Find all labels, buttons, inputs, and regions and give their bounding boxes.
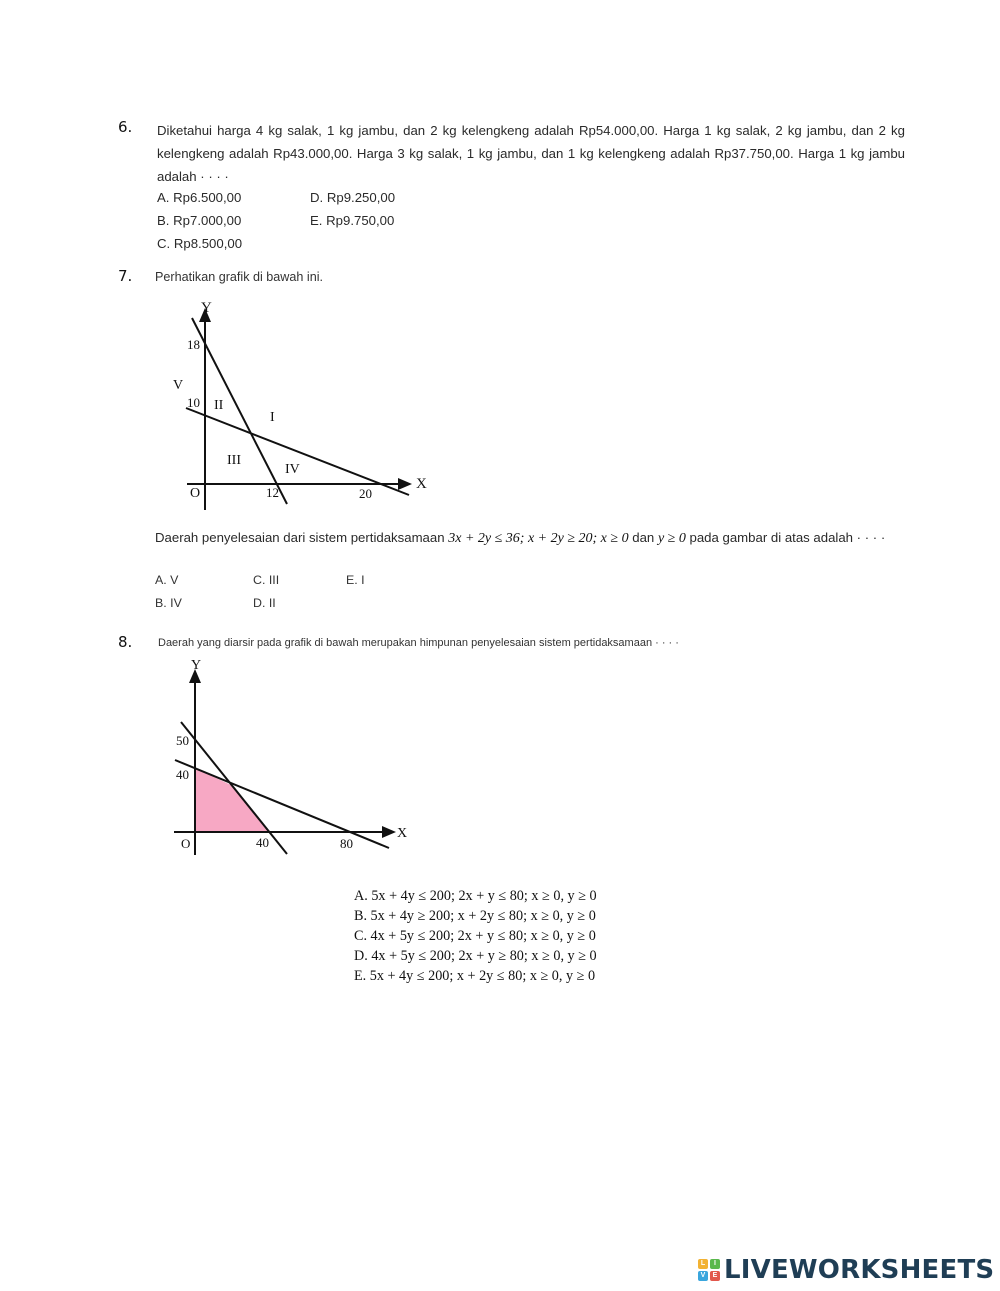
q7-y-label: Y [201, 300, 212, 316]
q6-option-e[interactable]: E. Rp9.750,00 [310, 213, 395, 228]
q7-option-b[interactable]: B. IV [155, 596, 182, 610]
q7-graph [160, 290, 450, 520]
q8-option-b[interactable]: B. 5x + 4y ≥ 200; x + 2y ≤ 80; x ≥ 0, y ≥ 0 [354, 908, 596, 924]
question-8-number: 8. [118, 633, 133, 651]
q8-y-tick-40: 40 [176, 767, 189, 782]
logo-cell-v: V [698, 1271, 708, 1281]
q7-text-post: pada gambar di atas adalah · · · · [689, 530, 886, 545]
q7-option-e[interactable]: E. I [346, 573, 365, 587]
question-7-intro: Perhatikan grafik di bawah ini. [155, 270, 324, 284]
q7-text-math: 3x + 2y ≤ 36; x + 2y ≥ 20; x ≥ 0 [448, 531, 629, 546]
q8-x-tick-40: 40 [256, 835, 269, 850]
q6-option-b[interactable]: B. Rp7.000,00 [157, 213, 242, 228]
q6-option-a[interactable]: A. Rp6.500,00 [157, 190, 242, 205]
q7-y-tick-10: 10 [187, 395, 200, 410]
q7-option-c[interactable]: C. III [253, 573, 280, 587]
q8-x-tick-80: 80 [340, 836, 353, 851]
q7-y-tick-18: 18 [187, 337, 200, 352]
q8-option-e[interactable]: E. 5x + 4y ≤ 200; x + 2y ≤ 80; x ≥ 0, y ≥ 0 [354, 968, 596, 984]
q7-region-I: I [270, 410, 275, 425]
q6-option-c[interactable]: C. Rp8.500,00 [157, 236, 243, 251]
question-8-text: Daerah yang diarsir pada grafik di bawah merupakan himpunan penyelesaian sistem pertidaksamaan · · · · [158, 637, 679, 649]
q8-y-label: Y [191, 658, 202, 673]
q7-text-pre: Daerah penyelesaian dari sistem pertidaksamaan [155, 530, 445, 545]
q8-option-a[interactable]: A. 5x + 4y ≤ 200; 2x + y ≤ 80; x ≥ 0, y ≥ 0 [354, 888, 597, 904]
logo-cell-l: L [698, 1259, 708, 1269]
logo-cell-i: I [710, 1259, 720, 1269]
q8-x-label: X [397, 826, 408, 841]
q8-graph [160, 655, 420, 860]
q8-y-tick-50: 50 [176, 733, 189, 748]
liveworksheets-brand-text: LIVEWORKSHEETS [724, 1255, 995, 1285]
q7-origin-label: O [190, 486, 201, 501]
q7-x-tick-12: 12 [266, 485, 279, 500]
q8-shaded-region [195, 768, 269, 832]
q7-region-III: III [227, 453, 241, 468]
q7-x-label: X [416, 476, 427, 492]
q7-text-math2: y ≥ 0 [657, 531, 686, 546]
q7-option-d[interactable]: D. II [253, 596, 276, 610]
q8-x-arrow [382, 826, 396, 838]
q7-x-arrow [398, 478, 412, 490]
logo-cell-e: E [710, 1271, 720, 1281]
q7-x-tick-20: 20 [359, 486, 372, 501]
q6-option-d[interactable]: D. Rp9.250,00 [310, 190, 396, 205]
q7-text-mid: dan [632, 530, 655, 545]
q7-region-II: II [214, 398, 224, 413]
q7-line-x-2y-20 [186, 408, 409, 495]
question-7-text [155, 526, 905, 550]
question-6-number: 6. [118, 118, 133, 136]
q8-option-d[interactable]: D. 4x + 5y ≤ 200; 2x + y ≥ 80; x ≥ 0, y ≥ 0 [354, 948, 597, 964]
liveworksheets-logo-icon [698, 1259, 720, 1281]
q8-option-c[interactable]: C. 4x + 5y ≤ 200; 2x + y ≤ 80; x ≥ 0, y ≥ 0 [354, 928, 596, 944]
q7-region-V: V [173, 378, 184, 393]
liveworksheets-logo[interactable] [698, 1255, 994, 1285]
q8-origin-label: O [181, 836, 191, 851]
question-7-number: 7. [118, 267, 133, 285]
question-6-text: Diketahui harga 4 kg salak, 1 kg jambu, dan 2 kg kelengkeng adalah Rp54.000,00. Harga 1 kg salak, 2 kg jambu, dan 2 kg kelengkeng adalah Rp43.000,00. Harga 3 kg salak, 1 kg jambu, dan 1 kg kelengkeng adalah Rp37.750,00. Harga 1 kg jambu adalah · · · · [157, 123, 905, 184]
q7-region-IV: IV [285, 462, 300, 477]
q7-option-a[interactable]: A. V [155, 573, 179, 587]
